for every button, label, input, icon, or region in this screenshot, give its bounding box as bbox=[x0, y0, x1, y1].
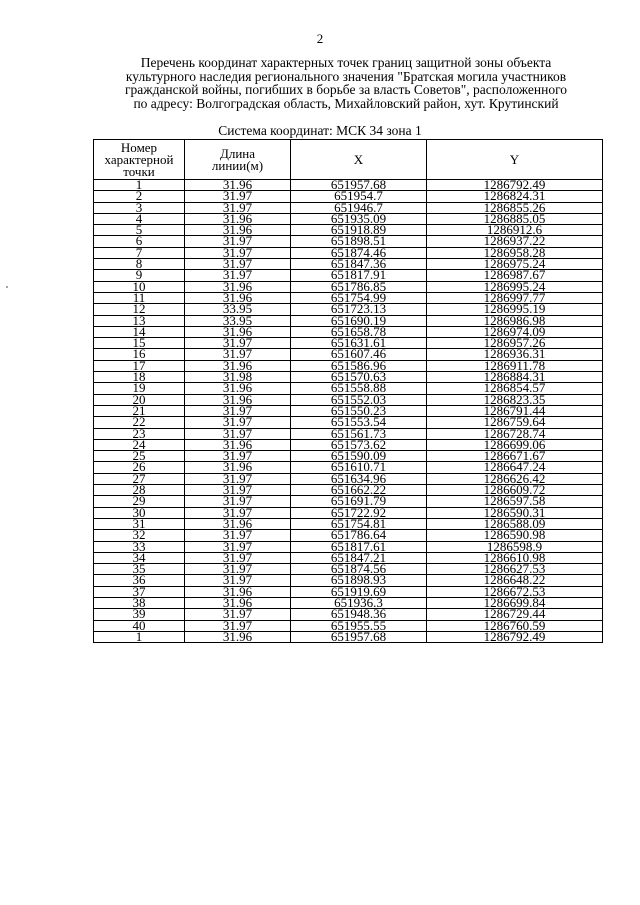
table-row bbox=[94, 247, 603, 258]
cell-line-length: 33.95 bbox=[185, 304, 291, 315]
cell-point-number: 24 bbox=[94, 439, 185, 450]
table-row bbox=[94, 270, 603, 281]
cell-y: 1286824.31 bbox=[427, 191, 603, 202]
cell-x: 651847.21 bbox=[291, 552, 427, 563]
cell-line-length: 31.97 bbox=[185, 620, 291, 631]
cell-point-number: 33 bbox=[94, 541, 185, 552]
table-row bbox=[94, 496, 603, 507]
cell-x: 651634.96 bbox=[291, 473, 427, 484]
cell-y: 1286937.22 bbox=[427, 236, 603, 247]
table-row bbox=[94, 597, 603, 608]
cell-y: 1286958.28 bbox=[427, 247, 603, 258]
cell-y: 1286975.24 bbox=[427, 259, 603, 270]
cell-y: 1286627.53 bbox=[427, 564, 603, 575]
cell-y: 1286699.84 bbox=[427, 597, 603, 608]
cell-line-length: 31.97 bbox=[185, 428, 291, 439]
cell-y: 1286728.74 bbox=[427, 428, 603, 439]
cell-line-length: 31.96 bbox=[185, 360, 291, 371]
title-line: гражданской войны, погибших в борьбе за власть Советов", расположенного bbox=[124, 82, 568, 97]
cell-line-length: 31.97 bbox=[185, 247, 291, 258]
cell-point-number: 35 bbox=[94, 564, 185, 575]
table-row bbox=[94, 326, 603, 337]
cell-y: 1286626.42 bbox=[427, 473, 603, 484]
header-point-number: Номер характерной точки bbox=[94, 140, 185, 180]
cell-x: 651552.03 bbox=[291, 394, 427, 405]
coordinate-system-caption: Система координат: МСК 34 зона 1 bbox=[218, 123, 422, 138]
table-row bbox=[94, 315, 603, 326]
cell-y: 1286792.49 bbox=[427, 180, 603, 191]
table-body bbox=[94, 180, 603, 643]
table-row bbox=[94, 225, 603, 236]
cell-point-number: 31 bbox=[94, 518, 185, 529]
scan-speck bbox=[6, 286, 8, 288]
cell-line-length: 31.97 bbox=[185, 473, 291, 484]
cell-line-length: 31.96 bbox=[185, 326, 291, 337]
cell-point-number: 26 bbox=[94, 462, 185, 473]
cell-x: 651723.13 bbox=[291, 304, 427, 315]
cell-y: 1286911.78 bbox=[427, 360, 603, 371]
cell-y: 1286995.19 bbox=[427, 304, 603, 315]
cell-x: 651874.56 bbox=[291, 564, 427, 575]
cell-point-number: 9 bbox=[94, 270, 185, 281]
cell-line-length: 31.97 bbox=[185, 507, 291, 518]
cell-x: 651561.73 bbox=[291, 428, 427, 439]
cell-x: 651786.85 bbox=[291, 281, 427, 292]
cell-x: 651754.81 bbox=[291, 518, 427, 529]
cell-point-number: 21 bbox=[94, 405, 185, 416]
cell-line-length: 31.98 bbox=[185, 372, 291, 383]
cell-line-length: 31.96 bbox=[185, 292, 291, 303]
coordinates-table bbox=[93, 139, 603, 643]
cell-x: 651874.46 bbox=[291, 247, 427, 258]
cell-x: 651570.63 bbox=[291, 372, 427, 383]
title-line: культурного наследия регионального значения "Братская могила участников bbox=[125, 68, 567, 84]
cell-x: 651955.55 bbox=[291, 620, 427, 631]
cell-line-length: 33.95 bbox=[185, 315, 291, 326]
cell-x: 651573.62 bbox=[291, 439, 427, 450]
cell-y: 1286885.05 bbox=[427, 213, 603, 224]
title-line: Перечень координат характерных точек границ защитной зоны объекта bbox=[140, 55, 552, 70]
table-row bbox=[94, 202, 603, 213]
cell-x: 651918.89 bbox=[291, 225, 427, 236]
cell-line-length: 31.96 bbox=[185, 518, 291, 529]
table-row bbox=[94, 394, 603, 405]
cell-point-number: 30 bbox=[94, 507, 185, 518]
table-row bbox=[94, 417, 603, 428]
cell-line-length: 31.96 bbox=[185, 462, 291, 473]
table-row bbox=[94, 609, 603, 620]
cell-line-length: 31.96 bbox=[185, 180, 291, 191]
cell-line-length: 31.96 bbox=[185, 586, 291, 597]
cell-line-length: 31.97 bbox=[185, 270, 291, 281]
cell-line-length: 31.96 bbox=[185, 213, 291, 224]
cell-point-number: 18 bbox=[94, 372, 185, 383]
cell-point-number: 23 bbox=[94, 428, 185, 439]
cell-y: 1286997.77 bbox=[427, 292, 603, 303]
cell-line-length: 31.97 bbox=[185, 496, 291, 507]
cell-x: 651936.3 bbox=[291, 597, 427, 608]
cell-x: 651957.68 bbox=[291, 180, 427, 191]
cell-line-length: 31.97 bbox=[185, 609, 291, 620]
table-row bbox=[94, 405, 603, 416]
cell-y: 1286759.64 bbox=[427, 417, 603, 428]
cell-x: 651919.69 bbox=[291, 586, 427, 597]
cell-y: 1286671.67 bbox=[427, 451, 603, 462]
cell-y: 1286791.44 bbox=[427, 405, 603, 416]
cell-x: 651817.61 bbox=[291, 541, 427, 552]
cell-y: 1286792.49 bbox=[427, 631, 603, 642]
cell-y: 1286609.72 bbox=[427, 485, 603, 496]
cell-point-number: 19 bbox=[94, 383, 185, 394]
cell-x: 651935.09 bbox=[291, 213, 427, 224]
cell-line-length: 31.97 bbox=[185, 202, 291, 213]
table-row bbox=[94, 236, 603, 247]
cell-y: 1286647.24 bbox=[427, 462, 603, 473]
cell-x: 651690.19 bbox=[291, 315, 427, 326]
cell-line-length: 31.97 bbox=[185, 541, 291, 552]
cell-x: 651607.46 bbox=[291, 349, 427, 360]
cell-y: 1286957.26 bbox=[427, 338, 603, 349]
table-row bbox=[94, 383, 603, 394]
cell-point-number: 36 bbox=[94, 575, 185, 586]
cell-line-length: 31.97 bbox=[185, 236, 291, 247]
cell-point-number: 38 bbox=[94, 597, 185, 608]
cell-point-number: 27 bbox=[94, 473, 185, 484]
title-line: по адресу: Волгоградская область, Михайловский район, хут. Крутинский bbox=[133, 95, 559, 111]
cell-line-length: 31.97 bbox=[185, 530, 291, 541]
cell-y: 1286598.9 bbox=[427, 541, 603, 552]
table-row bbox=[94, 518, 603, 529]
cell-y: 1286936.31 bbox=[427, 349, 603, 360]
table-row bbox=[94, 281, 603, 292]
cell-point-number: 22 bbox=[94, 417, 185, 428]
table-row bbox=[94, 462, 603, 473]
cell-line-length: 31.97 bbox=[185, 405, 291, 416]
cell-point-number: 5 bbox=[94, 225, 185, 236]
document-title bbox=[90, 56, 602, 110]
cell-y: 1286597.58 bbox=[427, 496, 603, 507]
cell-point-number: 7 bbox=[94, 247, 185, 258]
cell-line-length: 31.97 bbox=[185, 191, 291, 202]
table-row bbox=[94, 586, 603, 597]
cell-line-length: 31.97 bbox=[185, 485, 291, 496]
cell-x: 651691.79 bbox=[291, 496, 427, 507]
table-row bbox=[94, 360, 603, 371]
cell-y: 1286912.6 bbox=[427, 225, 603, 236]
cell-line-length: 31.96 bbox=[185, 281, 291, 292]
cell-x: 651786.64 bbox=[291, 530, 427, 541]
cell-point-number: 39 bbox=[94, 609, 185, 620]
cell-point-number: 15 bbox=[94, 338, 185, 349]
cell-y: 1286855.26 bbox=[427, 202, 603, 213]
cell-line-length: 31.97 bbox=[185, 417, 291, 428]
cell-line-length: 31.96 bbox=[185, 225, 291, 236]
cell-x: 651610.71 bbox=[291, 462, 427, 473]
table-row bbox=[94, 439, 603, 450]
cell-point-number: 11 bbox=[94, 292, 185, 303]
header-x: X bbox=[291, 140, 427, 180]
cell-point-number: 13 bbox=[94, 315, 185, 326]
cell-x: 651586.96 bbox=[291, 360, 427, 371]
cell-x: 651590.09 bbox=[291, 451, 427, 462]
cell-x: 651817.91 bbox=[291, 270, 427, 281]
cell-x: 651662.22 bbox=[291, 485, 427, 496]
cell-y: 1286590.98 bbox=[427, 530, 603, 541]
cell-point-number: 8 bbox=[94, 259, 185, 270]
cell-line-length: 31.97 bbox=[185, 575, 291, 586]
table-header-row bbox=[94, 140, 603, 180]
table-row bbox=[94, 631, 603, 642]
cell-point-number: 1 bbox=[94, 631, 185, 642]
cell-y: 1286610.98 bbox=[427, 552, 603, 563]
cell-y: 1286672.53 bbox=[427, 586, 603, 597]
table-row bbox=[94, 259, 603, 270]
cell-point-number: 3 bbox=[94, 202, 185, 213]
table-row bbox=[94, 552, 603, 563]
header-y: Y bbox=[427, 140, 603, 180]
cell-line-length: 31.96 bbox=[185, 383, 291, 394]
cell-y: 1286884.31 bbox=[427, 372, 603, 383]
cell-y: 1286760.59 bbox=[427, 620, 603, 631]
table-row bbox=[94, 485, 603, 496]
cell-x: 651631.61 bbox=[291, 338, 427, 349]
cell-x: 651898.93 bbox=[291, 575, 427, 586]
cell-point-number: 40 bbox=[94, 620, 185, 631]
cell-y: 1286729.44 bbox=[427, 609, 603, 620]
table-row bbox=[94, 292, 603, 303]
table-row bbox=[94, 180, 603, 191]
table-row bbox=[94, 213, 603, 224]
cell-x: 651550.23 bbox=[291, 405, 427, 416]
cell-line-length: 31.96 bbox=[185, 631, 291, 642]
cell-x: 651658.78 bbox=[291, 326, 427, 337]
cell-y: 1286995.24 bbox=[427, 281, 603, 292]
table-row bbox=[94, 507, 603, 518]
cell-x: 651957.68 bbox=[291, 631, 427, 642]
cell-point-number: 37 bbox=[94, 586, 185, 597]
table-row bbox=[94, 428, 603, 439]
cell-y: 1286823.35 bbox=[427, 394, 603, 405]
cell-x: 651954.7 bbox=[291, 191, 427, 202]
cell-line-length: 31.97 bbox=[185, 552, 291, 563]
cell-point-number: 25 bbox=[94, 451, 185, 462]
table-row bbox=[94, 451, 603, 462]
cell-x: 651754.99 bbox=[291, 292, 427, 303]
cell-y: 1286854.57 bbox=[427, 383, 603, 394]
cell-line-length: 31.96 bbox=[185, 394, 291, 405]
cell-x: 651948.36 bbox=[291, 609, 427, 620]
table-row bbox=[94, 349, 603, 360]
cell-y: 1286987.67 bbox=[427, 270, 603, 281]
cell-point-number: 4 bbox=[94, 213, 185, 224]
table-row bbox=[94, 191, 603, 202]
cell-y: 1286648.22 bbox=[427, 575, 603, 586]
cell-line-length: 31.96 bbox=[185, 439, 291, 450]
cell-x: 651847.36 bbox=[291, 259, 427, 270]
cell-y: 1286588.09 bbox=[427, 518, 603, 529]
cell-line-length: 31.97 bbox=[185, 349, 291, 360]
cell-y: 1286974.09 bbox=[427, 326, 603, 337]
cell-x: 651946.7 bbox=[291, 202, 427, 213]
cell-x: 651898.51 bbox=[291, 236, 427, 247]
cell-line-length: 31.97 bbox=[185, 338, 291, 349]
cell-line-length: 31.96 bbox=[185, 597, 291, 608]
cell-point-number: 10 bbox=[94, 281, 185, 292]
table-row bbox=[94, 541, 603, 552]
cell-point-number: 34 bbox=[94, 552, 185, 563]
cell-line-length: 31.97 bbox=[185, 564, 291, 575]
cell-point-number: 2 bbox=[94, 191, 185, 202]
cell-y: 1286590.31 bbox=[427, 507, 603, 518]
table-row bbox=[94, 304, 603, 315]
cell-point-number: 32 bbox=[94, 530, 185, 541]
table-row bbox=[94, 564, 603, 575]
cell-point-number: 6 bbox=[94, 236, 185, 247]
cell-x: 651558.88 bbox=[291, 383, 427, 394]
cell-point-number: 12 bbox=[94, 304, 185, 315]
cell-point-number: 20 bbox=[94, 394, 185, 405]
header-line-length: Длина линии(м) bbox=[185, 140, 291, 180]
cell-line-length: 31.97 bbox=[185, 451, 291, 462]
cell-point-number: 1 bbox=[94, 180, 185, 191]
page-number: 2 bbox=[316, 31, 324, 46]
table-row bbox=[94, 575, 603, 586]
cell-point-number: 16 bbox=[94, 349, 185, 360]
table-row bbox=[94, 530, 603, 541]
table-row bbox=[94, 620, 603, 631]
cell-line-length: 31.97 bbox=[185, 259, 291, 270]
cell-x: 651553.54 bbox=[291, 417, 427, 428]
cell-y: 1286986.98 bbox=[427, 315, 603, 326]
cell-y: 1286699.06 bbox=[427, 439, 603, 450]
cell-x: 651722.92 bbox=[291, 507, 427, 518]
table-row bbox=[94, 372, 603, 383]
cell-point-number: 29 bbox=[94, 496, 185, 507]
cell-point-number: 14 bbox=[94, 326, 185, 337]
cell-point-number: 17 bbox=[94, 360, 185, 371]
cell-point-number: 28 bbox=[94, 485, 185, 496]
table-row bbox=[94, 473, 603, 484]
table-row bbox=[94, 338, 603, 349]
